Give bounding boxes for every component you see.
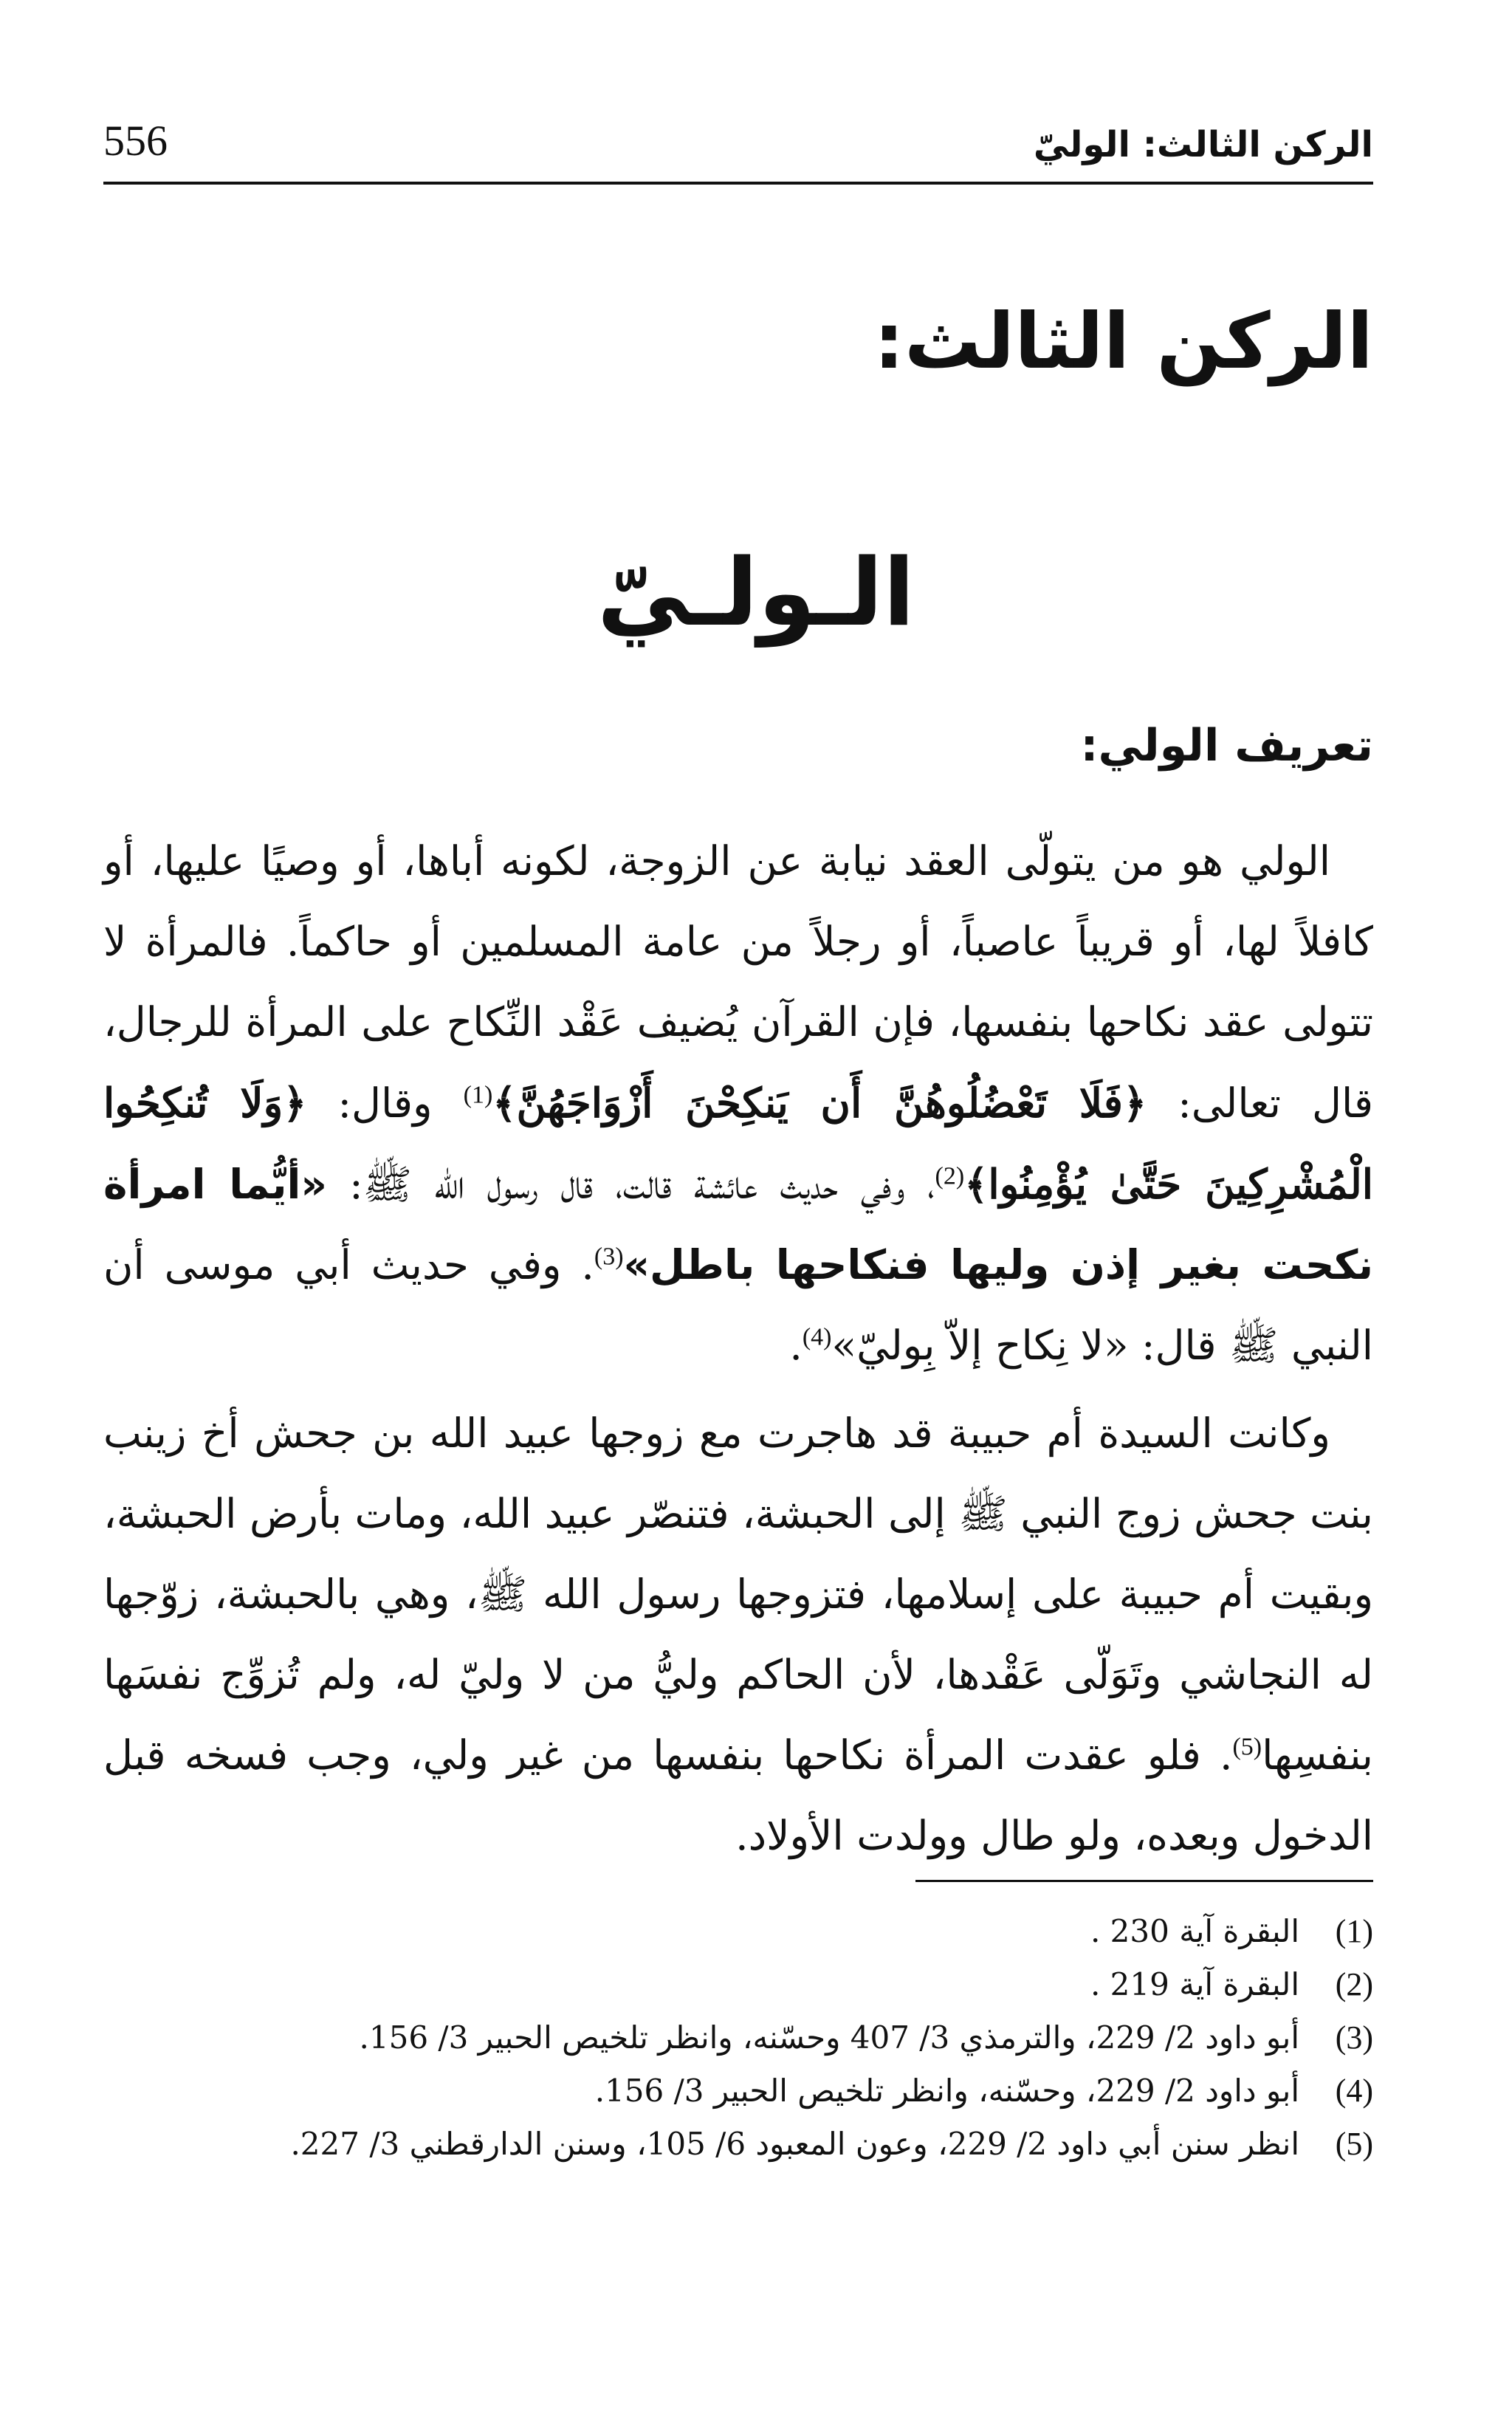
paragraph-text: الولي هو من يتولّى العقد نيابة عن الزوجة، لكونه أباها، أو وصيًا عليها، أو كافلاً لها، أو قريباً عاصباً، أو رجلاً من عامة المسلمين أو حاكماً. فالمرأة لا تتولى عقد نكاحها بنفسها، فإن القرآن يُضيف عَقْد النِّكاح على المرأة للرجال، قال تعالى:: [103, 837, 1374, 1127]
footnote-separator: [915, 1880, 1373, 1882]
pillar-title: الركن الثالث:: [873, 296, 1373, 386]
paragraph-text: . وفي حديث أبي موسى أن النبي ﷺ قال: «لا نِكاح إلاّ بِوليّ»: [103, 1241, 1373, 1369]
footnote-number: (3): [1335, 2019, 1373, 2056]
footnote-item: [103, 2064, 1373, 2118]
footnote-text: البقرة آية 219 .: [1090, 1966, 1299, 2002]
footnote-text: أبو داود 2/ 229، وحسّنه، وانظر تلخيص الحبير 3/ 156.: [594, 2073, 1299, 2109]
footnote-ref-2[interactable]: (2): [935, 1162, 965, 1190]
footnote-ref-4[interactable]: (4): [802, 1323, 832, 1351]
section-heading: تعريف الولي:: [1080, 720, 1373, 772]
paragraph-example: [103, 1393, 1373, 1876]
quran-verse: ﴿وَلَا تُنكِحُوا الْمُشْرِكِينَ حَتَّىٰ يُؤْمِنُوا﴾: [103, 1079, 1373, 1208]
paragraph-text: .: [789, 1322, 803, 1369]
footnote-ref-5[interactable]: (5): [1232, 1733, 1262, 1761]
footnote-item: [103, 2118, 1373, 2171]
running-head: الركن الثالث: الوليّ: [1033, 124, 1373, 165]
paragraph-definition: [103, 821, 1373, 1386]
paragraph-text: وكانت السيدة أم حبيبة قد هاجرت مع زوجها عبيد الله بن جحش أخ زينب بنت جحش زوج النبي ﷺ إلى الحبشة، فتنصّر عبيد الله، ومات بأرض الحبشة، وبقيت أم حبيبة على إسلامها، فتزوجها رسول الله ﷺ، وهي بالحبشة، زوّجها له النجاشي وتَوَلّى عَقْدها، لأن الحاكم وليُّ من لا وليّ له، ولم تُزوِّج نفسَها بنفسِها: [103, 1410, 1373, 1779]
footnote-item: [103, 1905, 1373, 1958]
paragraph-text: وقال:: [306, 1079, 464, 1127]
header-rule: [103, 182, 1373, 185]
page-number: 556: [103, 117, 168, 165]
chapter-title: الـولـيّ: [597, 538, 915, 647]
footnote-text: البقرة آية 230 .: [1090, 1913, 1299, 1949]
paragraph-text: . فلو عقدت المرأة نكاحها بنفسها من غير ولي، وجب فسخه قبل الدخول وبعده، ولو طال وولدت الأولاد.: [103, 1731, 1373, 1859]
page-header: [103, 111, 1373, 165]
footnote-number: (5): [1335, 2126, 1373, 2162]
footnote-item: [103, 2011, 1373, 2064]
footnote-text: أبو داود 2/ 229، والترمذي 3/ 407 وحسّنه، وانظر تلخيص الحبير 3/ 156.: [359, 2019, 1299, 2056]
footnote-ref-3[interactable]: (3): [594, 1243, 624, 1271]
footnote-item: [103, 1958, 1373, 2011]
quran-verse: ﴿فَلَا تَعْضُلُوهُنَّ أَن يَنكِحْنَ أَزْوَاجَهُنَّ﴾: [492, 1079, 1147, 1127]
footnote-ref-1[interactable]: (1): [463, 1081, 493, 1109]
hadith-quote: «أيُّما امرأة نكحت بغير إذن وليها فنكاحها باطل»: [103, 1161, 1373, 1288]
paragraph-text: ، وفي حديث عائشة قالت، قال رسول الله ﷺ:: [326, 1161, 935, 1208]
footnote-text: انظر سنن أبي داود 2/ 229، وعون المعبود 6/ 105، وسنن الدارقطني 3/ 227.: [290, 2126, 1299, 2162]
footnote-number: (1): [1335, 1913, 1373, 1949]
footnote-number: (2): [1335, 1966, 1373, 2002]
footnote-number: (4): [1335, 2073, 1373, 2109]
footnotes-list: [103, 1905, 1373, 2171]
